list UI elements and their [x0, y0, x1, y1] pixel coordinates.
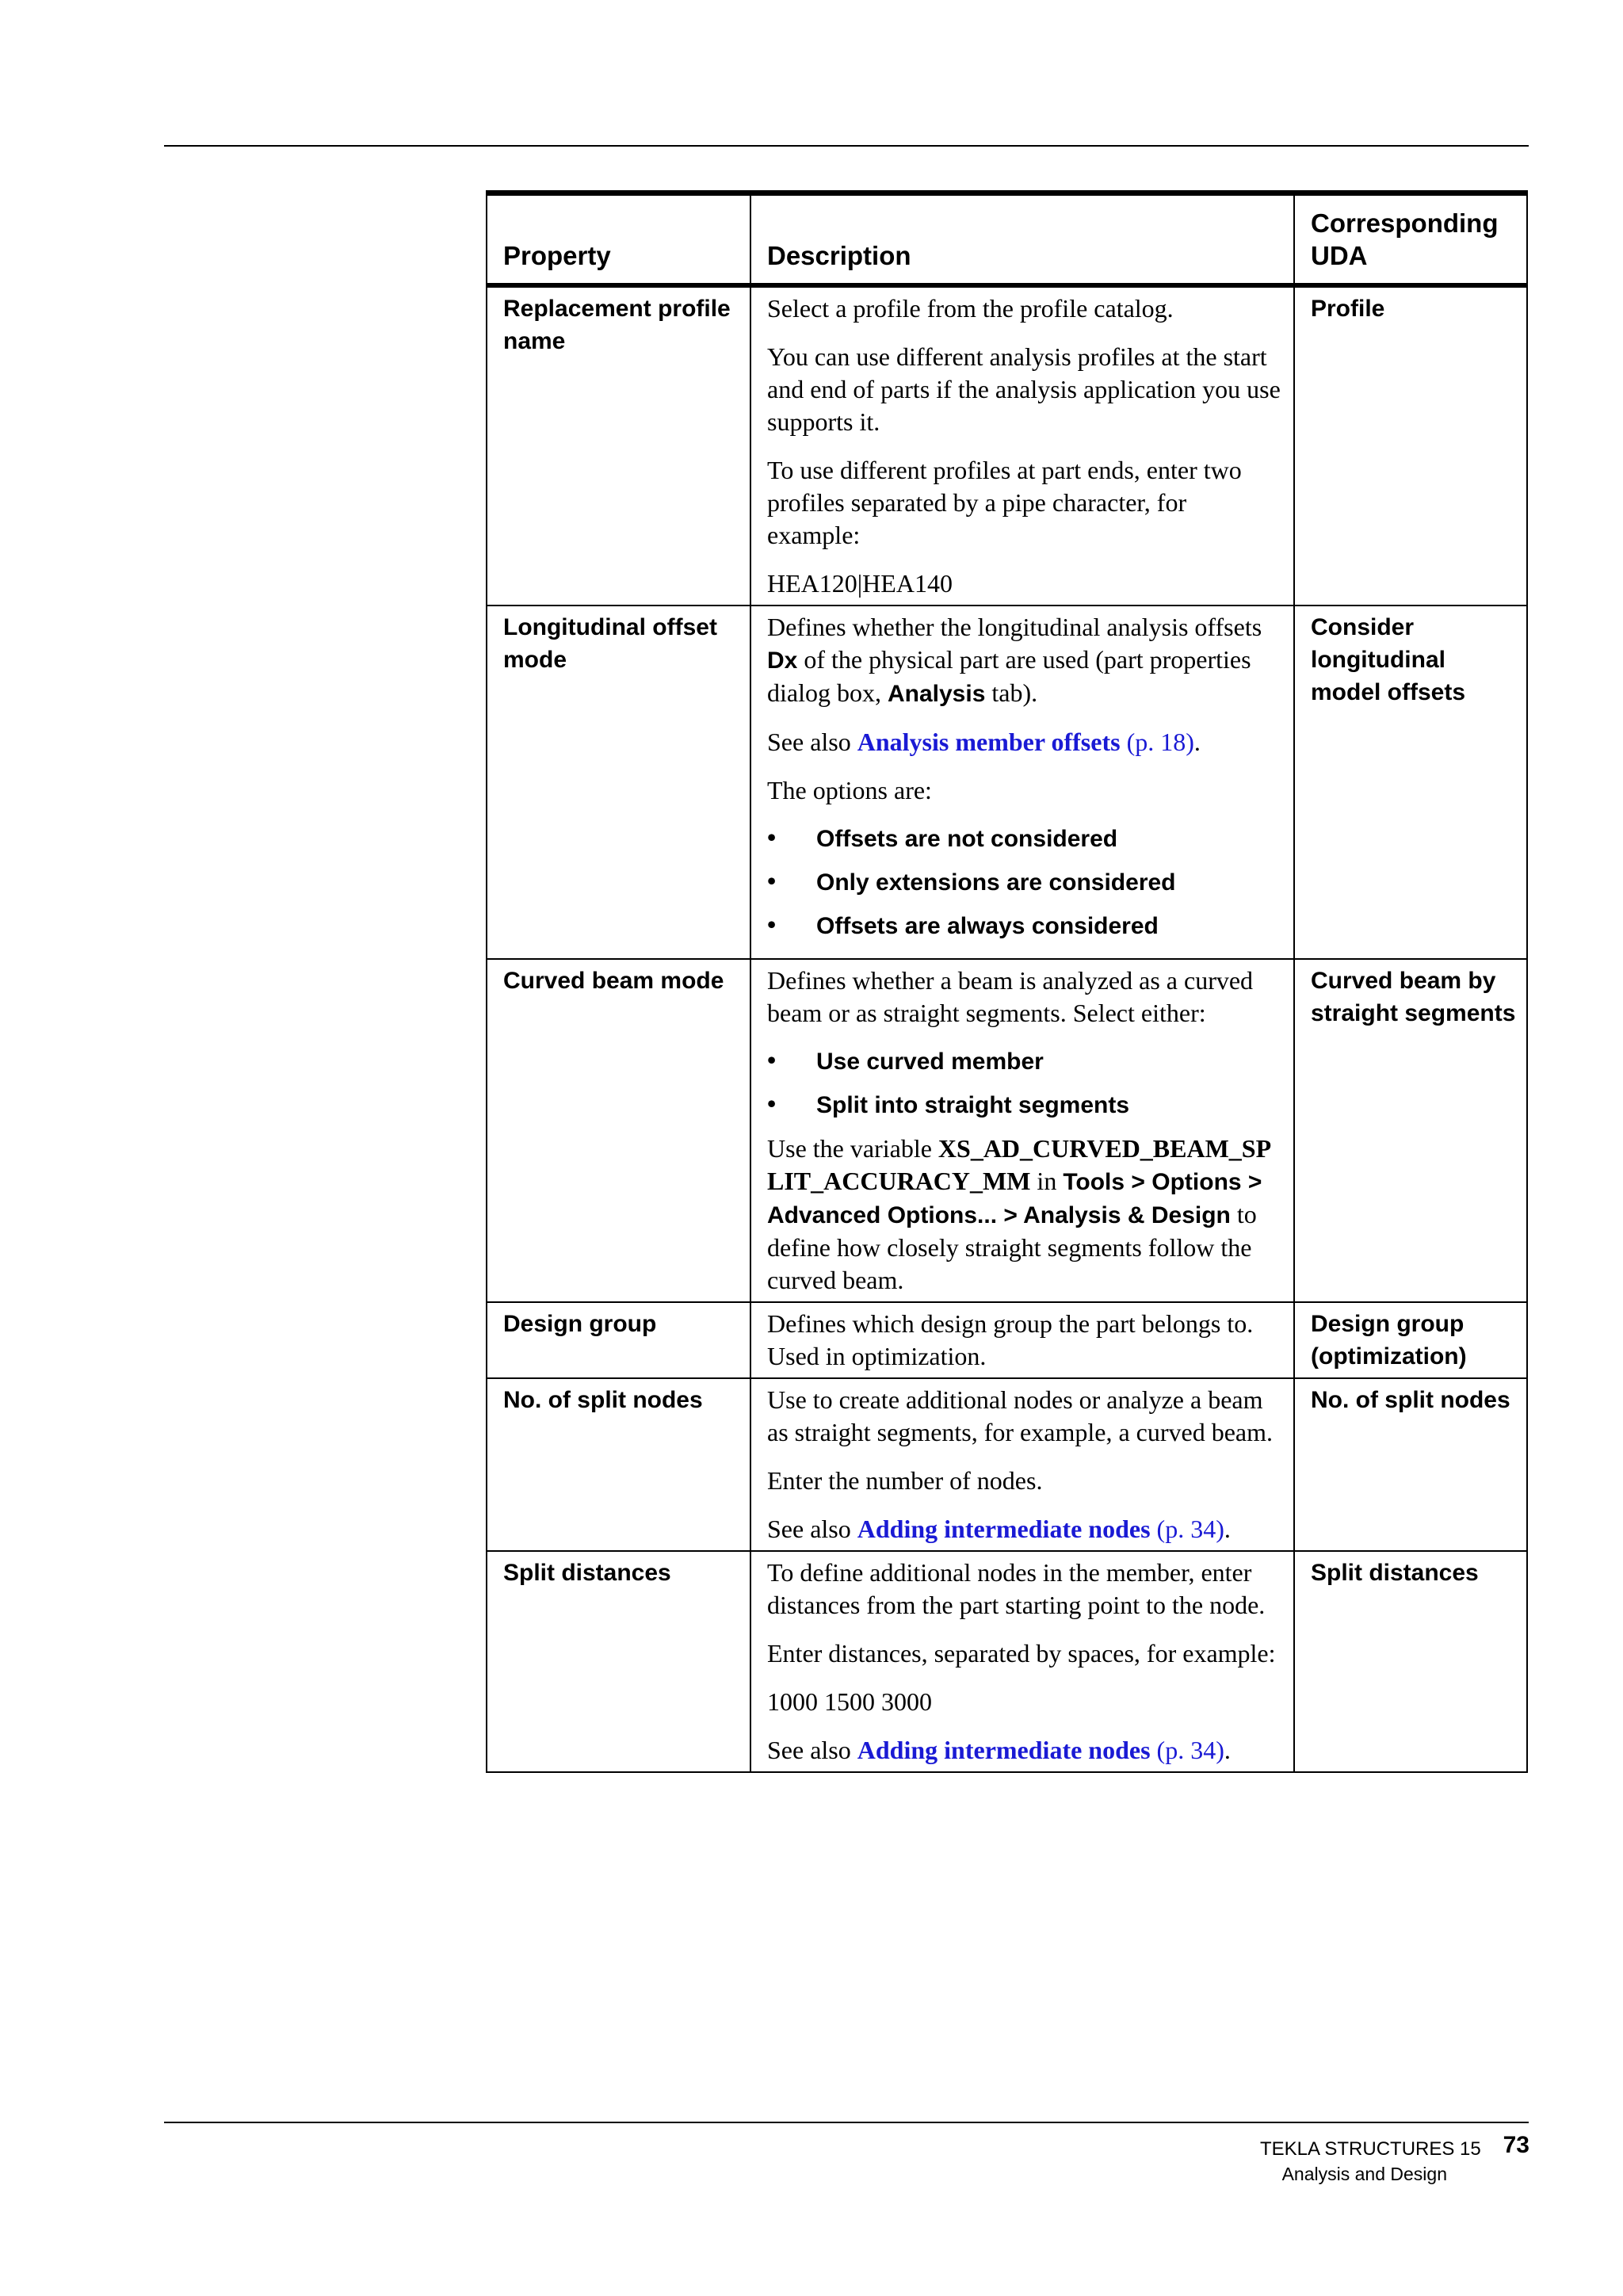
uda-name: Design group (optimization): [1294, 1302, 1527, 1378]
example-value: HEA120|HEA140: [767, 569, 953, 598]
cross-reference-link[interactable]: Adding intermediate nodes (p. 34): [857, 1736, 1224, 1764]
table-row: [487, 1378, 1527, 1551]
property-name: Design group: [487, 1302, 750, 1378]
footer-rule: [164, 2122, 1529, 2123]
table-row: [487, 959, 1527, 1302]
options-list: [767, 823, 1284, 942]
example-value: 1000 1500 3000: [767, 1687, 932, 1716]
description-text: Defines whether the longitudinal analysis offsets Dx of the physical part are used (part properties dialog box, Analysis tab).: [767, 613, 1262, 707]
header-description: Description: [750, 193, 1294, 286]
bullet-icon: •: [767, 866, 777, 895]
table-row: [487, 606, 1527, 959]
header-uda: Corresponding UDA: [1294, 193, 1527, 286]
header-rule: [164, 145, 1529, 147]
description-text: Defines which design group the part belongs to. Used in optimization.: [767, 1309, 1254, 1370]
list-item: • Split into straight segments: [767, 1089, 1130, 1118]
description-cell: [750, 606, 1294, 959]
see-also: See also Analysis member offsets (p. 18).: [767, 728, 1201, 756]
property-name: Split distances: [487, 1551, 750, 1772]
uda-name: Consider longitudinal model offsets: [1294, 606, 1527, 959]
header-property: Property: [487, 193, 750, 286]
description-text: The options are:: [767, 776, 932, 804]
cross-reference-link[interactable]: Analysis member offsets (p. 18): [857, 728, 1194, 756]
variable-name: XS_AD_CURVED_BEAM_SPLIT_ACCURACY_MM: [767, 1134, 1272, 1195]
description-cell: [750, 1302, 1294, 1378]
property-name: Longitudinal offset mode: [487, 606, 750, 959]
properties-table: [486, 190, 1528, 1773]
options-list: [767, 1045, 1284, 1121]
description-cell: [750, 285, 1294, 606]
bullet-icon: •: [767, 1089, 777, 1117]
table-row: [487, 1551, 1527, 1772]
uda-name: Split distances: [1294, 1551, 1527, 1772]
description-text: Enter the number of nodes.: [767, 1466, 1043, 1495]
property-name: No. of split nodes: [487, 1378, 750, 1551]
chapter-name: Analysis and Design: [1281, 2164, 1447, 2184]
description-text: To define additional nodes in the member, enter distances from the part starting point to the node.: [767, 1558, 1266, 1619]
description-cell: [750, 1551, 1294, 1772]
description-cell: [750, 959, 1294, 1302]
list-item: • Use curved member: [767, 1045, 1044, 1075]
table-row: [487, 1302, 1527, 1378]
description-text: Use to create additional nodes or analyze a beam as straight segments, for example, a curved beam.: [767, 1385, 1273, 1446]
page-number: 73: [1503, 2132, 1529, 2158]
property-name: Curved beam mode: [487, 959, 750, 1302]
cross-reference-link[interactable]: Adding intermediate nodes (p. 34): [857, 1515, 1224, 1543]
description-text: Enter distances, separated by spaces, for example:: [767, 1639, 1276, 1668]
property-name: Replacement profile name: [487, 285, 750, 606]
list-item: • Offsets are always considered: [767, 910, 1159, 939]
description-text: To use different profiles at part ends, enter two profiles separated by a pipe character, for example:: [767, 456, 1242, 549]
description-text: Select a profile from the profile catalog.: [767, 294, 1174, 323]
description-text: You can use different analysis profiles at the start and end of parts if the analysis application you use supports it.: [767, 342, 1281, 436]
bullet-icon: •: [767, 910, 777, 938]
uda-name: No. of split nodes: [1294, 1378, 1527, 1551]
uda-name: Curved beam by straight segments: [1294, 959, 1527, 1302]
list-item: • Offsets are not considered: [767, 823, 1118, 852]
see-also: See also Adding intermediate nodes (p. 34).: [767, 1515, 1231, 1543]
list-item: • Only extensions are considered: [767, 866, 1176, 896]
bullet-icon: •: [767, 823, 777, 851]
description-text: Use the variable XS_AD_CURVED_BEAM_SPLIT_ACCURACY_MM in Tools > Options > Advanced Options... > Analysis & Design to define how closely straight segments follow the curved beam.: [767, 1134, 1272, 1294]
description-cell: [750, 1378, 1294, 1551]
menu-path: Tools > Options > Advanced Options... > Analysis & Design: [767, 1169, 1262, 1228]
table-row: [487, 285, 1527, 606]
see-also: See also Adding intermediate nodes (p. 34).: [767, 1736, 1231, 1764]
uda-name: Profile: [1294, 285, 1527, 606]
product-name: TEKLA STRUCTURES 15: [1260, 2138, 1481, 2160]
bullet-icon: •: [767, 1045, 777, 1074]
table-header-row: [487, 193, 1527, 286]
description-text: Defines whether a beam is analyzed as a curved beam or as straight segments. Select either:: [767, 966, 1254, 1027]
